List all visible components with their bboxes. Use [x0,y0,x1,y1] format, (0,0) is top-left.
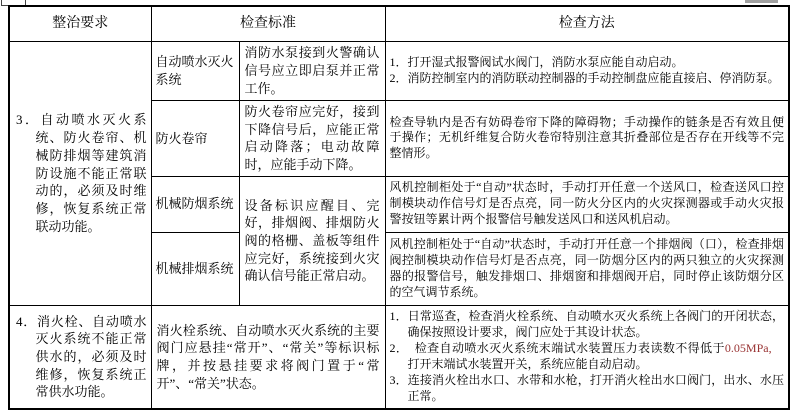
method-cell-fire-shutter: 检查导轨内是否有妨碍卷帘下降的障碍物；手动操作的链条是否有效且便于操作；无机纤维复合防火卷帘特别注意其折叠部位是否存在开线等不完整情形。 [385,101,789,177]
method-cell-smoke-prevention: 风机控制柜处于“自动”状态时，手动打开任意一个送风口，检查送风口控制模块动作信号灯是否点亮，同一防火分区内的火灾探测器或手动火灾报警按钮等累计两个报警信号触发送风口和送风机启动。 [385,176,789,232]
method-item-text: 2． 检查自动喷水灭火系统末端试水装置压力表读数不得低于 [389,341,725,356]
header-requirement: 整治要求 [9,6,151,42]
method-cell-sprinkler [385,42,789,101]
method-item: 2．消防控制室内的消防联动控制器的手动控制盘应能直接启、停消防泵。 [389,71,780,85]
top-right-gray-artifact [745,0,778,3]
method-item-text: 打开末端试水装置开关，系统应能自动启动。 [407,341,784,371]
header-standard: 检查标准 [151,6,385,42]
standard-cell-hydrant: 消火栓系统、自动喷水灭火系统的主要阀门应悬挂“常开”、“常关”等标识标牌，并按悬挂要求将阀门置于“常开”、“常关”状态。 [151,305,385,409]
method-item: 1．打开湿式报警阀试水阀门，消防水泵应能自动启动。 [389,55,684,70]
method-cell-smoke-exhaust: 风机控制柜处于“自动”状态时，手动打开任意一个排烟阀（口），检查排烟阀控制模块动作信号灯是否点亮，同一防烟分区内的两只独立的火灾探测器的报警信号，触发排烟口、排烟窗和排烟阀开启，同时停止该防烟分区的空气调节系统。 [385,232,789,305]
requirement-text: 4．消火栓、自动喷水灭火系统不能正常供水的，必须及时维修，恢复系统正常供水功能。 [16,313,147,400]
method-item: 1．日常巡查，检查消火栓系统、自动喷水灭火系统上各阀门的开闭状态，确保按照设计要求，阀门应处于其设计状态。 [389,309,784,340]
pressure-value: 0.05MPa, [724,341,772,356]
system-cell-smoke-exhaust: 机械排烟系统 [151,232,239,305]
method-item [390,341,785,373]
standard-cell-fire-shutter: 防火卷帘应完好，接到下降信号后，应能正常启动降落；电动故障时，应能手动下降。 [239,101,385,177]
fire-inspection-table [8,5,790,410]
table-row [9,42,789,101]
system-cell-fire-shutter: 防火卷帘 [151,101,239,177]
method-item: 3．连接消火栓出水口、水带和水枪，打开消火栓出水口阀门，出水、水压正常。 [389,372,784,403]
table-header-row [9,6,789,42]
system-cell-sprinkler: 自动喷水灭火系统 [151,42,239,101]
system-cell-smoke-prevention: 机械防烟系统 [151,176,239,232]
standard-cell-sprinkler: 消防水泵接到火警确认信号应立即启泵并正常工作。 [239,42,385,101]
header-method: 检查方法 [385,6,789,42]
requirement-cell-4 [9,305,151,409]
table-row [9,305,789,409]
requirement-cell-3 [9,42,151,306]
requirement-text: 3．自动喷水灭火系统、防火卷帘、机械防排烟等建筑消防设施不能正常联动的，必须及时维修，恢复系统正常联动功能。 [16,112,147,234]
method-cell-hydrant [385,305,789,409]
standard-cell-smoke-shared: 设备标识应醒目、完好，排烟阀、排烟防火阀的格栅、盖板等组件应完好，系统接到火灾确认信号能正常启动。 [239,176,385,305]
